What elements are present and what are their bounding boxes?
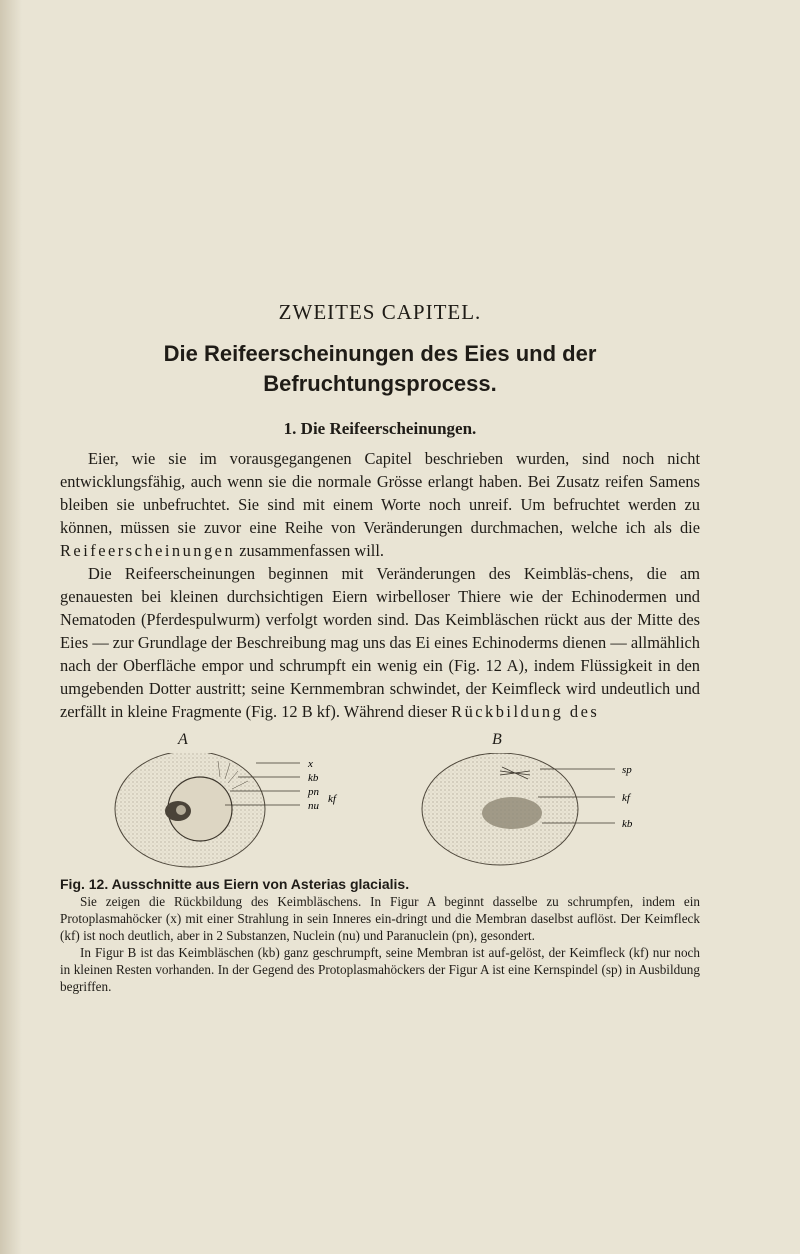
figure-label-b: B [492, 731, 502, 748]
paragraph-2-spaced-term: Rückbildung des [451, 702, 600, 721]
page-content [60, 300, 700, 995]
title-line-1: Die Reifeerscheinungen des Eies und der [163, 341, 597, 366]
caption-heading-line [60, 876, 700, 893]
germinal-vesicle-b [482, 797, 542, 829]
caption-paragraph-1: Sie zeigen die Rückbildung des Keimbläschens. In Figur A beginnt dasselbe zu schrumpfen, indem ein Protoplasmahöcker (x) mit einer Strahlung in sein Inneres ein-dringt und die Membran daselbst auflöst. Der Keimfleck (kf) ist noch deutlich, aber in 2 Substanzen, Nuclein (nu) und Paranuclein (pn), gesondert. [60, 894, 700, 943]
section-heading: 1. Die Reifeerscheinungen. [283, 419, 477, 438]
label-nu: nu [308, 800, 319, 812]
paragraph-1-text: Eier, wie sie im vorausgegangenen Capitel beschrieben wurden, sind noch nicht entwicklungsfähig, auch wenn sie die normale Grösse erlangt haben. Bei Zusatz reifen Samens bleiben sie unbefruchtet. Sie sind mit einem Worte noch unreif. Um befruchtet werden zu können, müssen sie zuvor eine Reihe von Veränderungen durchmachen, welche ich als die [60, 449, 700, 537]
figure-a-drawing [115, 753, 300, 867]
paragraph-1-tail: zusammenfassen will. [235, 541, 385, 560]
figure-b-drawing [422, 753, 615, 865]
caption-paragraph-2: In Figur B ist das Keimbläschen (kb) ganz geschrumpft, seine Membran ist auf-gelöst, der Keimfleck (kf) nur noch in kleinen Resten vorhanden. In der Gegend des Protoplasmahöckers der Figur A ist eine Kernspindel (sp) in Ausbildung begriffen. [60, 945, 700, 994]
label-kb-a: kb [308, 772, 319, 784]
caption-heading: Fig. 12. Ausschnitte aus Eiern von Asterias glacialis. [60, 876, 410, 892]
figure-label-a: A [178, 731, 188, 748]
paragraph-1 [60, 447, 700, 562]
title-line-2: Befruchtungsprocess. [263, 371, 497, 396]
label-x: x [308, 758, 313, 770]
paragraph-1-spaced-term: Reifeerscheinungen [60, 541, 236, 560]
chapter-heading: ZWEITES CAPITEL. [278, 300, 482, 324]
label-kf-a: kf [328, 793, 336, 805]
figure-12 [60, 731, 700, 866]
label-sp: sp [622, 764, 632, 776]
paranuclein-a [176, 805, 186, 815]
page-edge [0, 0, 22, 1254]
label-kb-b: kb [622, 818, 633, 830]
label-kf-b: kf [622, 792, 630, 804]
paragraph-2-text: Die Reifeerscheinungen beginnen mit Veränderungen des Keimbläs-chens, die am genauesten bei kleinen durchsichtigen Eiern wirbelloser Thiere wie der Echinodermen und Nematoden (Pferdespulwurm) verfolgt worden sind. Das Keimbläschen rückt aus der Mitte des Eies — zur Grundlage der Beschreibung mag uns das Ei eines Echinoderms dienen — allmählich nach der Oberfläche empor und schrumpft ein wenig ein (Fig. 12 A), indem Flüssigkeit in den umgebenden Dotter austritt; seine Kernmembran schwindet, der Keimfleck wird undeutlich und zerfällt in kleine Fragmente (Fig. 12 B kf). Während dieser [60, 564, 700, 721]
label-pn: pn [308, 786, 319, 798]
figure-illustration [60, 753, 700, 868]
paragraph-2 [60, 562, 700, 723]
figure-caption [60, 876, 700, 995]
page-title [60, 339, 700, 399]
